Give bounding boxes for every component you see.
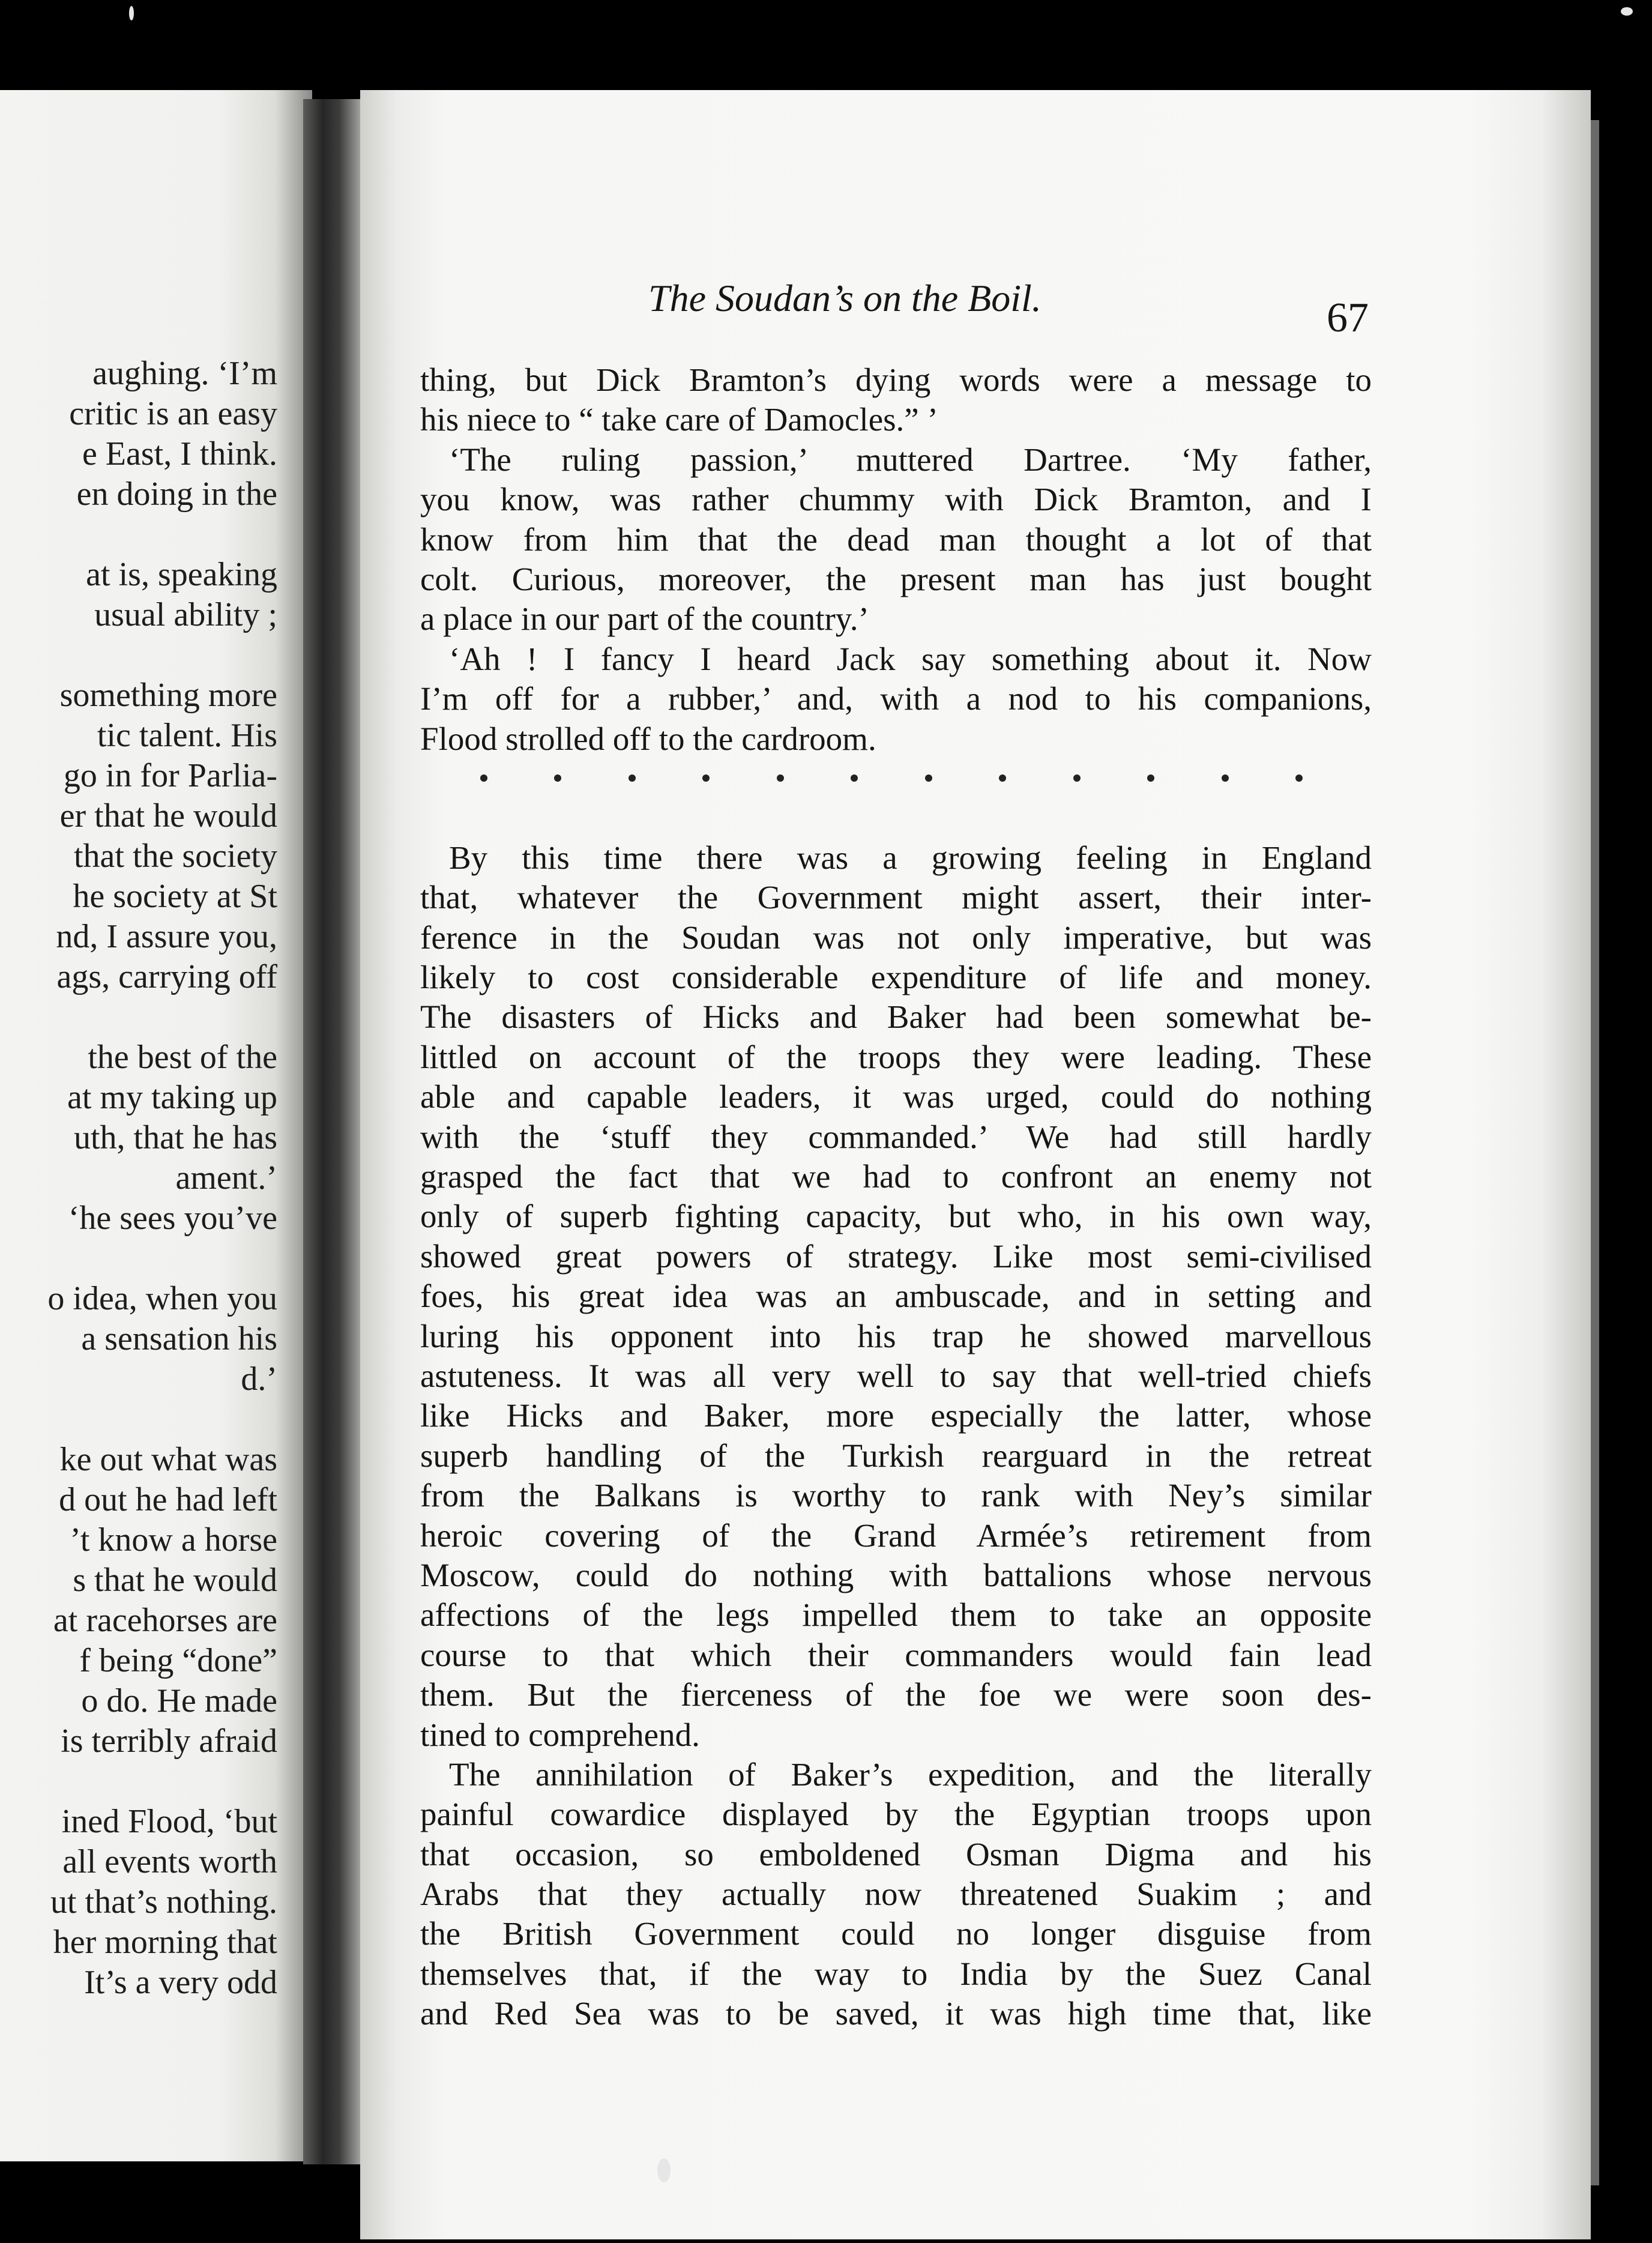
text-line: able and capable leaders, it was urged, could do nothing xyxy=(420,1078,1372,1115)
left-page-line: d.’ xyxy=(241,1360,277,1398)
left-page-line: o do. He made xyxy=(81,1682,277,1719)
left-page-line: at is, speaking xyxy=(86,556,277,593)
left-page-line: tic talent. His xyxy=(97,717,277,754)
dot xyxy=(999,774,1006,782)
left-page-line: ut that’s nothing. xyxy=(50,1883,277,1921)
book-gutter xyxy=(303,99,369,2164)
left-page-line: en doing in the xyxy=(76,475,277,513)
page-number: 67 xyxy=(1327,295,1369,341)
scan-speck xyxy=(129,6,134,20)
text-line: them. But the fierceness of the foe we were soon des- xyxy=(420,1676,1372,1713)
text-line: from the Balkans is worthy to rank with Ney’s similar xyxy=(420,1477,1372,1514)
left-page-line: go in for Parlia- xyxy=(63,757,277,794)
left-page-line: s that he would xyxy=(73,1562,277,1599)
text-line: thing, but Dick Bramton’s dying words were a message to xyxy=(420,361,1372,398)
text-line: and Red Sea was to be saved, it was high time that, like xyxy=(420,1995,1372,2032)
scan-speck xyxy=(657,2158,671,2182)
text-line: astuteness. It was all very well to say that well-tried chiefs xyxy=(420,1357,1372,1394)
text-line: luring his opponent into his trap he showed marvellous xyxy=(420,1317,1372,1354)
left-page-line: her morning that xyxy=(53,1924,277,1961)
text-line: colt. Curious, moreover, the present man has just bought xyxy=(420,560,1372,597)
text-line: ‘Ah ! I fancy I heard Jack say something about it. Now xyxy=(449,640,1372,677)
text-line: that, whatever the Government might assert, their inter- xyxy=(420,879,1372,916)
left-page-line: all events worth xyxy=(62,1843,277,1880)
left-page-line: ags, carrying off xyxy=(56,958,277,995)
text-line: The annihilation of Baker’s expedition, and the literally xyxy=(449,1755,1372,1793)
dot xyxy=(1222,774,1229,782)
page-edge xyxy=(1591,120,1599,2185)
text-line: painful cowardice displayed by the Egyptian troops upon xyxy=(420,1796,1372,1833)
dot xyxy=(480,774,487,782)
text-line: know from him that the dead man thought a lot of that xyxy=(420,521,1372,558)
left-page-line: the best of the xyxy=(88,1039,277,1076)
dot xyxy=(1073,774,1081,782)
text-line: superb handling of the Turkish rearguard in the retreat xyxy=(420,1437,1372,1474)
dot xyxy=(554,774,561,782)
text-line: the British Government could no longer disguise from xyxy=(420,1915,1372,1952)
text-line: heroic covering of the Grand Armée’s retirement from xyxy=(420,1517,1372,1554)
text-line: Arabs that they actually now threatened Suakim ; and xyxy=(420,1876,1372,1913)
text-line: ference in the Soudan was not only imperative, but was xyxy=(420,919,1372,956)
left-page-line: ‘he sees you’ve xyxy=(68,1200,277,1237)
text-line: Moscow, could do nothing with battalions whose nervous xyxy=(420,1556,1372,1593)
left-page-line: d out he had left xyxy=(59,1481,277,1518)
text-line: that occasion, so emboldened Osman Digma and his xyxy=(420,1835,1372,1873)
dot xyxy=(851,774,858,782)
dot xyxy=(925,774,932,782)
text-line: like Hicks and Baker, more especially the latter, whose xyxy=(420,1397,1372,1434)
text-line: course to that which their commanders would fain lead xyxy=(420,1636,1372,1673)
text-line: tined to comprehend. xyxy=(420,1716,700,1753)
section-break xyxy=(420,759,1372,838)
running-head: The Soudan’s on the Boil. xyxy=(648,277,1042,319)
left-page-line: ’t know a horse xyxy=(70,1521,277,1559)
text-line: with the ‘stuff they commanded.’ We had still hardly xyxy=(420,1118,1372,1155)
left-page-line: ament.’ xyxy=(175,1159,277,1197)
left-page-line: usual ability ; xyxy=(94,596,277,633)
left-page-line: nd, I assure you, xyxy=(56,918,277,955)
left-page-line: er that he would xyxy=(59,797,277,835)
text-line: The disasters of Hicks and Baker had been somewhat be- xyxy=(420,998,1372,1036)
left-page-line: e East, I think. xyxy=(82,435,277,472)
text-line: Flood strolled off to the cardroom. xyxy=(420,720,876,757)
text-line: showed great powers of strategy. Like most semi-civilised xyxy=(420,1237,1372,1275)
left-page-line: at my taking up xyxy=(67,1079,277,1116)
text-line: his niece to “ take care of Damocles.” ’ xyxy=(420,401,938,438)
left-page-line: that the society xyxy=(73,838,277,875)
text-line: I’m off for a rubber,’ and, with a nod to his companions, xyxy=(420,680,1372,717)
text-line: ‘The ruling passion,’ muttered Dartree. ‘My father, xyxy=(449,441,1372,478)
left-page-line: It’s a very odd xyxy=(84,1964,277,2001)
text-line: foes, his great idea was an ambuscade, and in setting and xyxy=(420,1278,1372,1315)
text-line: affections of the legs impelled them to take an opposite xyxy=(420,1596,1372,1634)
dot xyxy=(1147,774,1154,782)
left-page-line: is terribly afraid xyxy=(61,1722,277,1760)
text-line: themselves that, if the way to India by the Suez Canal xyxy=(420,1955,1372,1992)
scan-speck xyxy=(1621,7,1633,16)
text-line: By this time there was a growing feeling in England xyxy=(449,839,1372,876)
left-page-line: he society at St xyxy=(73,878,277,915)
left-page-line: f being “done” xyxy=(79,1642,277,1679)
left-page-line: ined Flood, ‘but xyxy=(61,1803,277,1840)
text-line: a place in our part of the country.’ xyxy=(420,600,869,638)
dot xyxy=(1295,774,1303,782)
dot xyxy=(629,774,636,782)
left-page-line: something more xyxy=(59,677,277,714)
left-page-line: o idea, when you xyxy=(47,1280,277,1317)
text-line: grasped the fact that we had to confront an enemy not xyxy=(420,1158,1372,1195)
text-line: only of superb fighting capacity, but who, in his own way, xyxy=(420,1198,1372,1235)
body-text xyxy=(420,360,1372,2034)
dot xyxy=(777,774,784,782)
left-page-line: a sensation his xyxy=(81,1320,277,1357)
left-page-line: aughing. ‘I’m xyxy=(92,355,277,392)
section-break-dots xyxy=(480,774,1303,782)
left-page-line: uth, that he has xyxy=(73,1119,277,1156)
text-line: littled on account of the troops they were leading. These xyxy=(420,1038,1372,1075)
text-line: you know, was rather chummy with Dick Bramton, and I xyxy=(420,481,1372,518)
left-page-line: at racehorses are xyxy=(53,1602,277,1639)
left-facing-page xyxy=(0,90,312,2161)
text-line: likely to cost considerable expenditure of life and money. xyxy=(420,959,1372,996)
left-page-line: critic is an easy xyxy=(69,395,277,432)
left-page-line: ke out what was xyxy=(59,1441,277,1478)
dot xyxy=(702,774,710,782)
